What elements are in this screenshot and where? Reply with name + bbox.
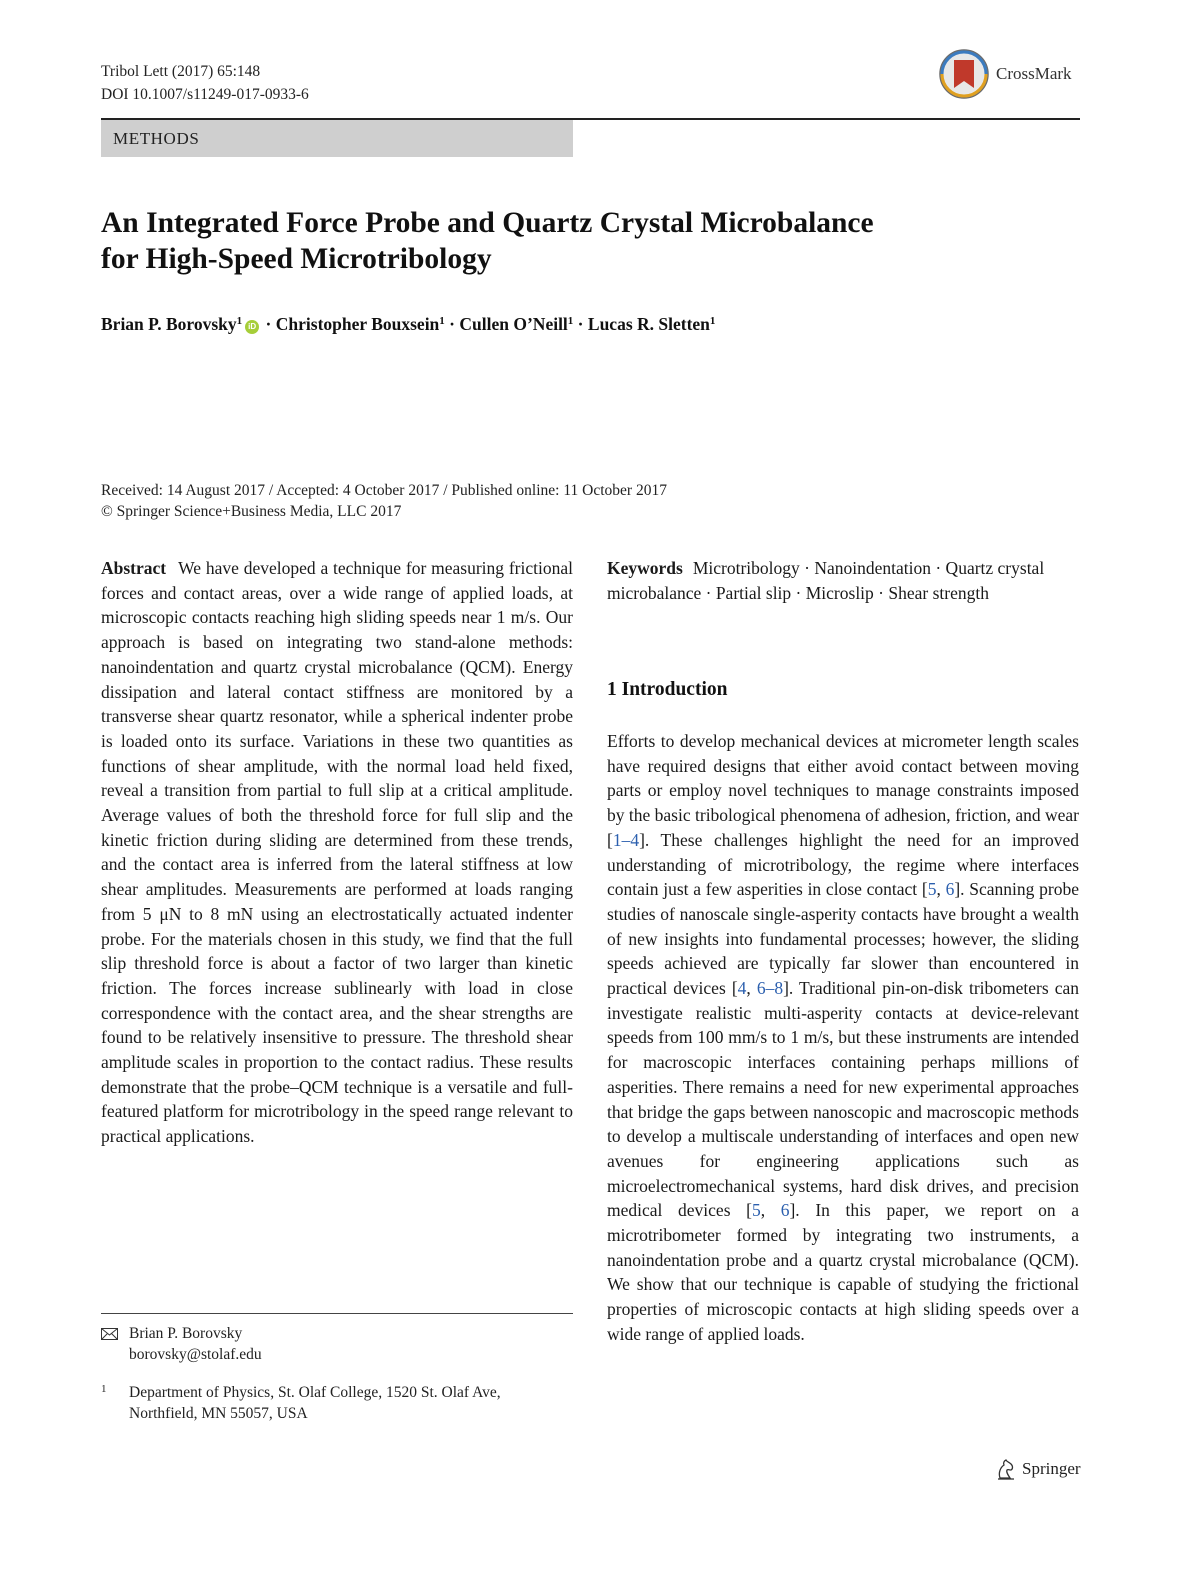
citation-link[interactable]: 1–4 <box>612 829 640 850</box>
author-separator: · <box>577 314 584 334</box>
affiliation <box>101 1382 573 1424</box>
copyright-notice: © Springer Science+Business Media, LLC 2017 <box>101 503 402 520</box>
crossmark-badge[interactable] <box>938 48 1072 100</box>
publication-history: Received: 14 August 2017 / Accepted: 4 October 2017 / Published online: 11 October 2017 <box>101 482 667 499</box>
citation-link[interactable]: 5 <box>927 879 937 900</box>
author-name[interactable]: Lucas R. Sletten <box>587 314 710 334</box>
contact-email[interactable]: borovsky@stolaf.edu <box>129 1346 262 1363</box>
affiliation-line-2: Northfield, MN 55057, USA <box>129 1405 308 1422</box>
abstract <box>101 556 573 1149</box>
author-separator: · <box>449 314 456 334</box>
citation-link[interactable]: 5 <box>751 1200 761 1221</box>
publication-dates <box>101 480 667 522</box>
keywords-text: Microtribology · Nanoindentation · Quartz crystal microbalance · Partial slip · Microslip · Shear strength <box>607 558 1045 603</box>
title-line-2: for High-Speed Microtribology <box>101 243 492 275</box>
affiliation-line-1: Department of Physics, St. Olaf College, 1520 St. Olaf Ave, <box>129 1384 501 1401</box>
author-separator: · <box>265 314 272 334</box>
keywords <box>607 556 1079 605</box>
introduction-text: , <box>760 1200 781 1221</box>
abstract-text: We have developed a technique for measuring frictional forces and contact areas, over a wide range of applied loads, at microscopic contacts reaching high sliding speeds near 1 m/s. Our approach is based on integrating two stand-alone methods: nanoindentation and quartz crystal microbalance (QCM). Energy dissipation and lateral contact stiffness are monitored by a transverse shear quartz resonator, while a spherical indenter probe is loaded onto its surface. Variations in these two quantities as functions of shear amplitude, with the normal load held fixed, reveal a transition from partial to full slip at a critical amplitude. Average values of both the threshold force for full slip and the kinetic friction during sliding are determined from these trends, and the contact area is inferred from the lateral stiffness at low shear amplitudes. Measurements are performed at loads ranging from 5 μN to 8 mN using an electrostatically actuated indenter probe. For the materials chosen in this study, we find that the full slip threshold force is about a factor of two larger than kinetic friction. The forces increase sublinearly with load in close correspondence with the contact area, and the shear strengths are found to be relatively insensitive to pressure. The threshold shear amplitude scales in proportion to the contact radius. These results demonstrate that the probe–QCM technique is a versatile and full-featured platform for microtribology in the speed range relevant to practical applications. <box>101 558 573 1147</box>
citation-link[interactable]: 6 <box>945 879 955 900</box>
affiliation-number: 1 <box>101 1383 107 1395</box>
introduction-text: ]. In this paper, we report on a microtribometer formed by integrating two instruments, a nanoindentation probe and a quartz crystal microbalance (QCM). We show that our technique is capable of studying the frictional properties of microscopic contacts at high sliding speeds over a wide range of applied loads. <box>607 1200 1079 1344</box>
author-name[interactable]: Cullen O’Neill <box>459 314 568 334</box>
author-affiliation-mark: 1 <box>709 315 716 327</box>
springer-horse-icon <box>996 1458 1016 1480</box>
journal-reference: Tribol Lett (2017) 65:148 <box>101 63 261 80</box>
introduction-body <box>607 729 1079 1347</box>
publisher-logo <box>996 1458 1081 1480</box>
doi[interactable]: DOI 10.1007/s11249-017-0933-6 <box>101 86 309 103</box>
citation-link[interactable]: 6 <box>780 1200 790 1221</box>
crossmark-label: CrossMark <box>996 64 1072 83</box>
author-name[interactable]: Christopher Bouxsein <box>275 314 440 334</box>
author-affiliation-mark: 1 <box>567 315 574 327</box>
keywords-label: Keywords <box>607 558 683 578</box>
introduction-text: ]. Traditional pin-on-disk tribometers can investigate realistic multi-asperity contacts at device-relevant speeds from 100 mm/s to 1 m/s, but these instruments are intended for macroscopic interfaces containing perhaps millions of asperities. There remains a need for new experimental approaches that bridge the gaps between nanoscopic and macroscopic methods to develop a multiscale understanding of interfaces and open new avenues for engineering applications such as microelectromechanical systems, hard disk drives, and precision medical devices [ <box>607 978 1080 1221</box>
author-name[interactable]: Brian P. Borovsky <box>101 314 237 334</box>
category-bar <box>101 120 573 157</box>
title-line-1: An Integrated Force Probe and Quartz Crystal Microbalance <box>101 207 874 239</box>
introduction-text: ]. Scanning probe studies of nanoscale single-asperity contacts have brought a wealth of new insights into fundamental processes; however, the sliding speeds achieved are typically far slower than encountered in practical devices [ <box>607 879 1079 999</box>
crossmark-icon <box>938 48 990 100</box>
introduction-text: , <box>936 879 946 900</box>
introduction-text: , <box>746 978 757 999</box>
corresponding-author <box>101 1323 262 1365</box>
footnote-rule <box>101 1313 573 1314</box>
author-affiliation-mark: 1 <box>236 315 243 327</box>
abstract-label: Abstract <box>101 558 167 578</box>
category-label: METHODS <box>113 128 200 148</box>
author-list <box>101 309 1001 336</box>
introduction-text: ]. These challenges highlight the need for an improved understanding of microtribology, the regime where interfaces contain just a few asperities in close contact [ <box>607 829 1079 900</box>
envelope-icon <box>101 1328 118 1340</box>
publisher-name: Springer <box>1022 1459 1081 1478</box>
introduction-text: Efforts to develop mechanical devices at micrometer length scales have required designs that either avoid contact between moving parts or employ novel techniques to manage constraints imposed by the basic tribological phenomena of adhesion, friction, and wear [ <box>607 731 1079 850</box>
citation-link[interactable]: 6–8 <box>756 978 784 999</box>
section-heading-introduction: 1 Introduction <box>607 679 728 700</box>
author-affiliation-mark: 1 <box>439 315 445 327</box>
orcid-icon[interactable]: iD <box>245 320 259 334</box>
paper-title <box>101 205 1001 277</box>
citation-link[interactable]: 4 <box>737 978 747 999</box>
contact-name: Brian P. Borovsky <box>129 1325 243 1342</box>
